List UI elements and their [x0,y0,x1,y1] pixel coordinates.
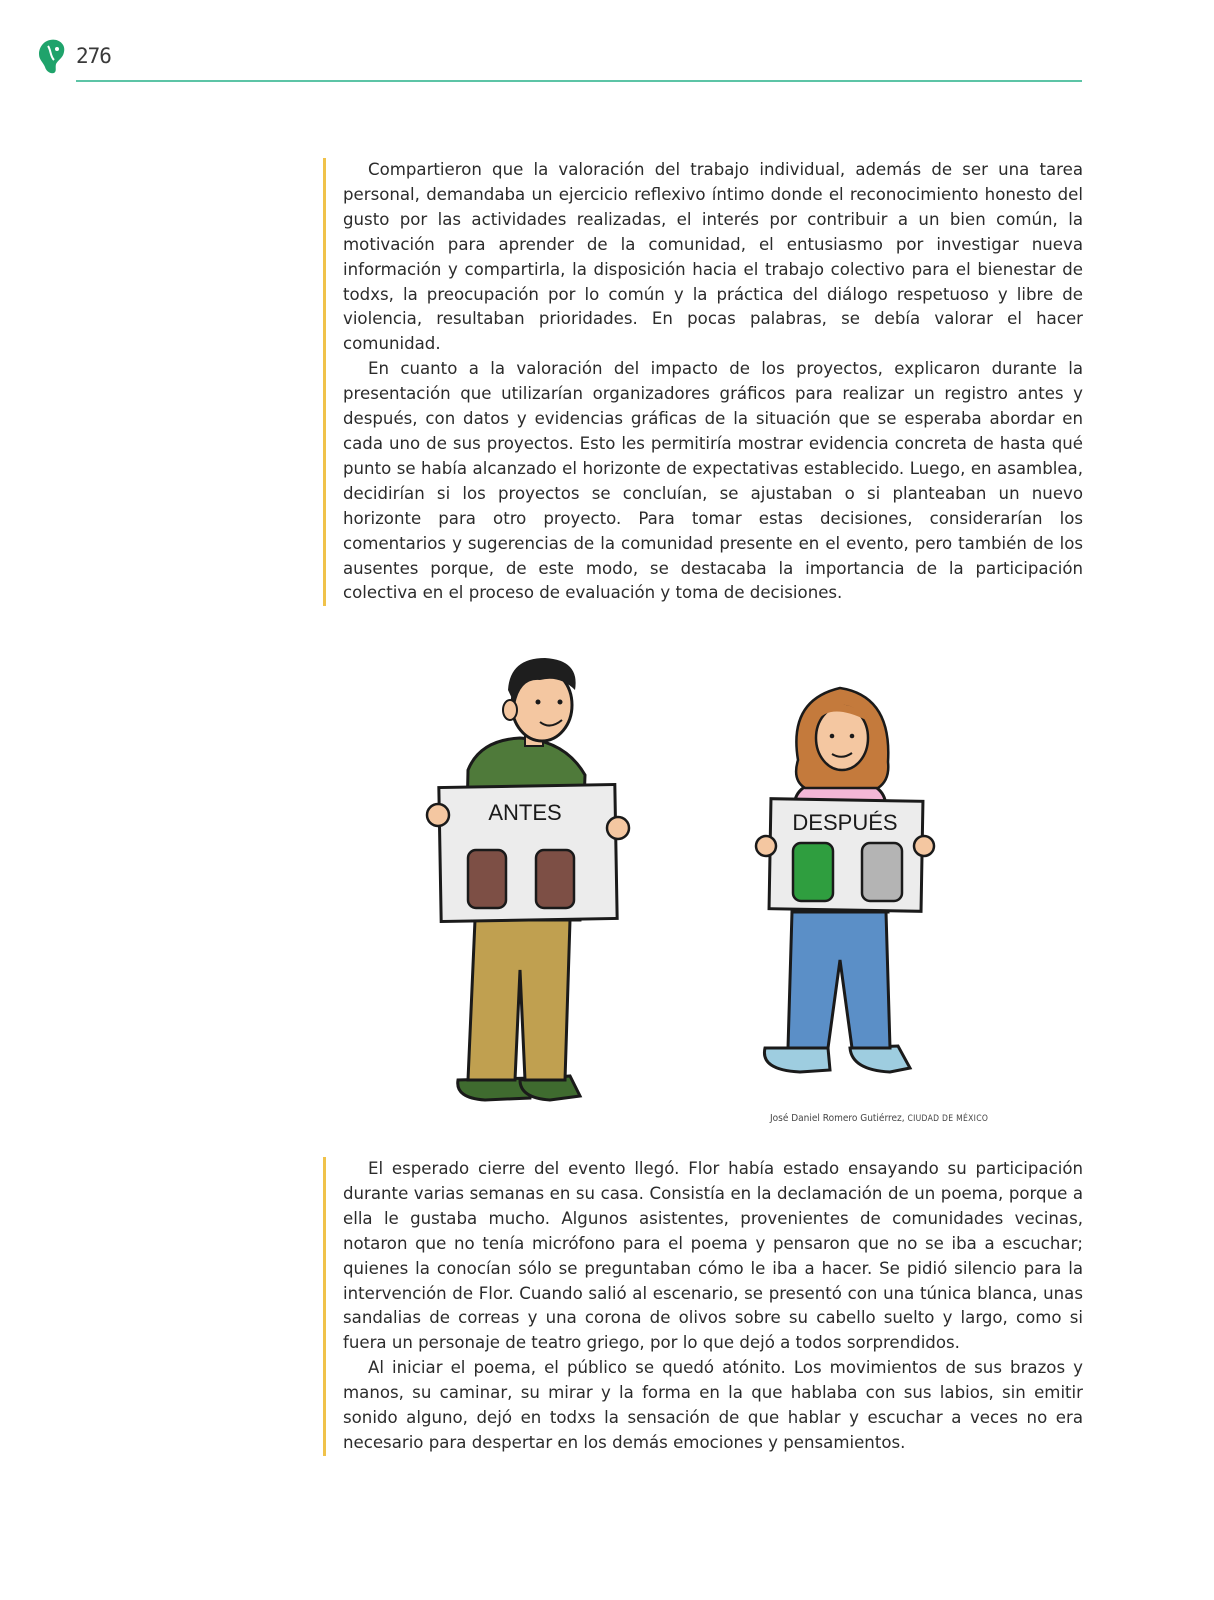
before-after-illustration [420,650,1020,1130]
text-block-top [323,158,1083,606]
credit-author: José Daniel Romero Gutiérrez, [770,1113,905,1124]
boy-figure [427,658,629,1100]
credit-place: CIUDAD DE MÉXICO [907,1114,989,1124]
paragraph: El esperado cierre del evento llegó. Flor había estado ensayando su participación durante varias semanas en su casa. Consistía en la declamación de un poema, porque a ella le gustaba mucho. Algunos asistentes, provenientes de comunidades vecinas, notaron que no tenía micrófono para el poema y pensaron que no se iba a escuchar; quienes la conocían sólo se preguntaban cómo le iba a hacer. Se pidió silencio para la intervención de Flor. Cuando salió al escenario, se presentó con una túnica blanca, unas sandalias de correas y una corona de olivos sobre su cabello suelto y largo, como si fuera un personaje de teatro griego, por lo que dejó a todos sorprendidos. [343,1159,1083,1353]
sign-despues-label: DESPUÉS [792,810,898,835]
leaf-logo-icon [36,38,68,74]
header-rule [76,80,1082,82]
sign-antes-label: ANTES [488,800,562,825]
paragraph: Al iniciar el poema, el público se quedó atónito. Los movimientos de sus brazos y manos, su caminar, su mirar y la forma en la que hablaba con sus labios, sin emitir sonido alguno, dejó en todxs la sensación de que hablar y escuchar a veces no era necesario para despertar en los demás emociones y pensamientos. [343,1358,1083,1452]
page-number: 276 [76,44,111,68]
girl-figure [756,688,934,1072]
text-block-bottom [323,1157,1083,1456]
paragraph: En cuanto a la valoración del impacto de los proyectos, explicaron durante la presentación que utilizarían organizadores gráficos para realizar un registro antes y después, con datos y evidencias gráficas de la situación que se esperaba abordar en cada uno de sus proyectos. Esto les permitiría mostrar evidencia concreta de hasta qué punto se había alcanzado el horizonte de expectativas establecido. Luego, en asamblea, decidirían si los proyectos se concluían, se ajustaban o si planteaban un nuevo horizonte para otro proyecto. Para tomar estas decisiones, considerarían los comentarios y sugerencias de la comunidad presente en el evento, pero también de los ausentes porque, de este modo, se destacaba la importancia de la participación colectiva en el proceso de evaluación y toma de decisiones. [343,359,1083,603]
illustration-credit [770,1113,988,1124]
paragraph: Compartieron que la valoración del trabajo individual, además de ser una tarea personal, demandaba un ejercicio reflexivo íntimo donde el reconocimiento honesto del gusto por las actividades realizadas, el interés por contribuir a un bien común, la motivación para aprender de la comunidad, el entusiasmo por investigar nueva información y compartirla, la disposición hacia el trabajo colectivo para el bienestar de todxs, la preocupación por lo común y la práctica del diálogo respetuoso y libre de violencia, resultaban prioridades. En pocas palabras, se debía valorar el hacer comunidad. [343,160,1083,354]
